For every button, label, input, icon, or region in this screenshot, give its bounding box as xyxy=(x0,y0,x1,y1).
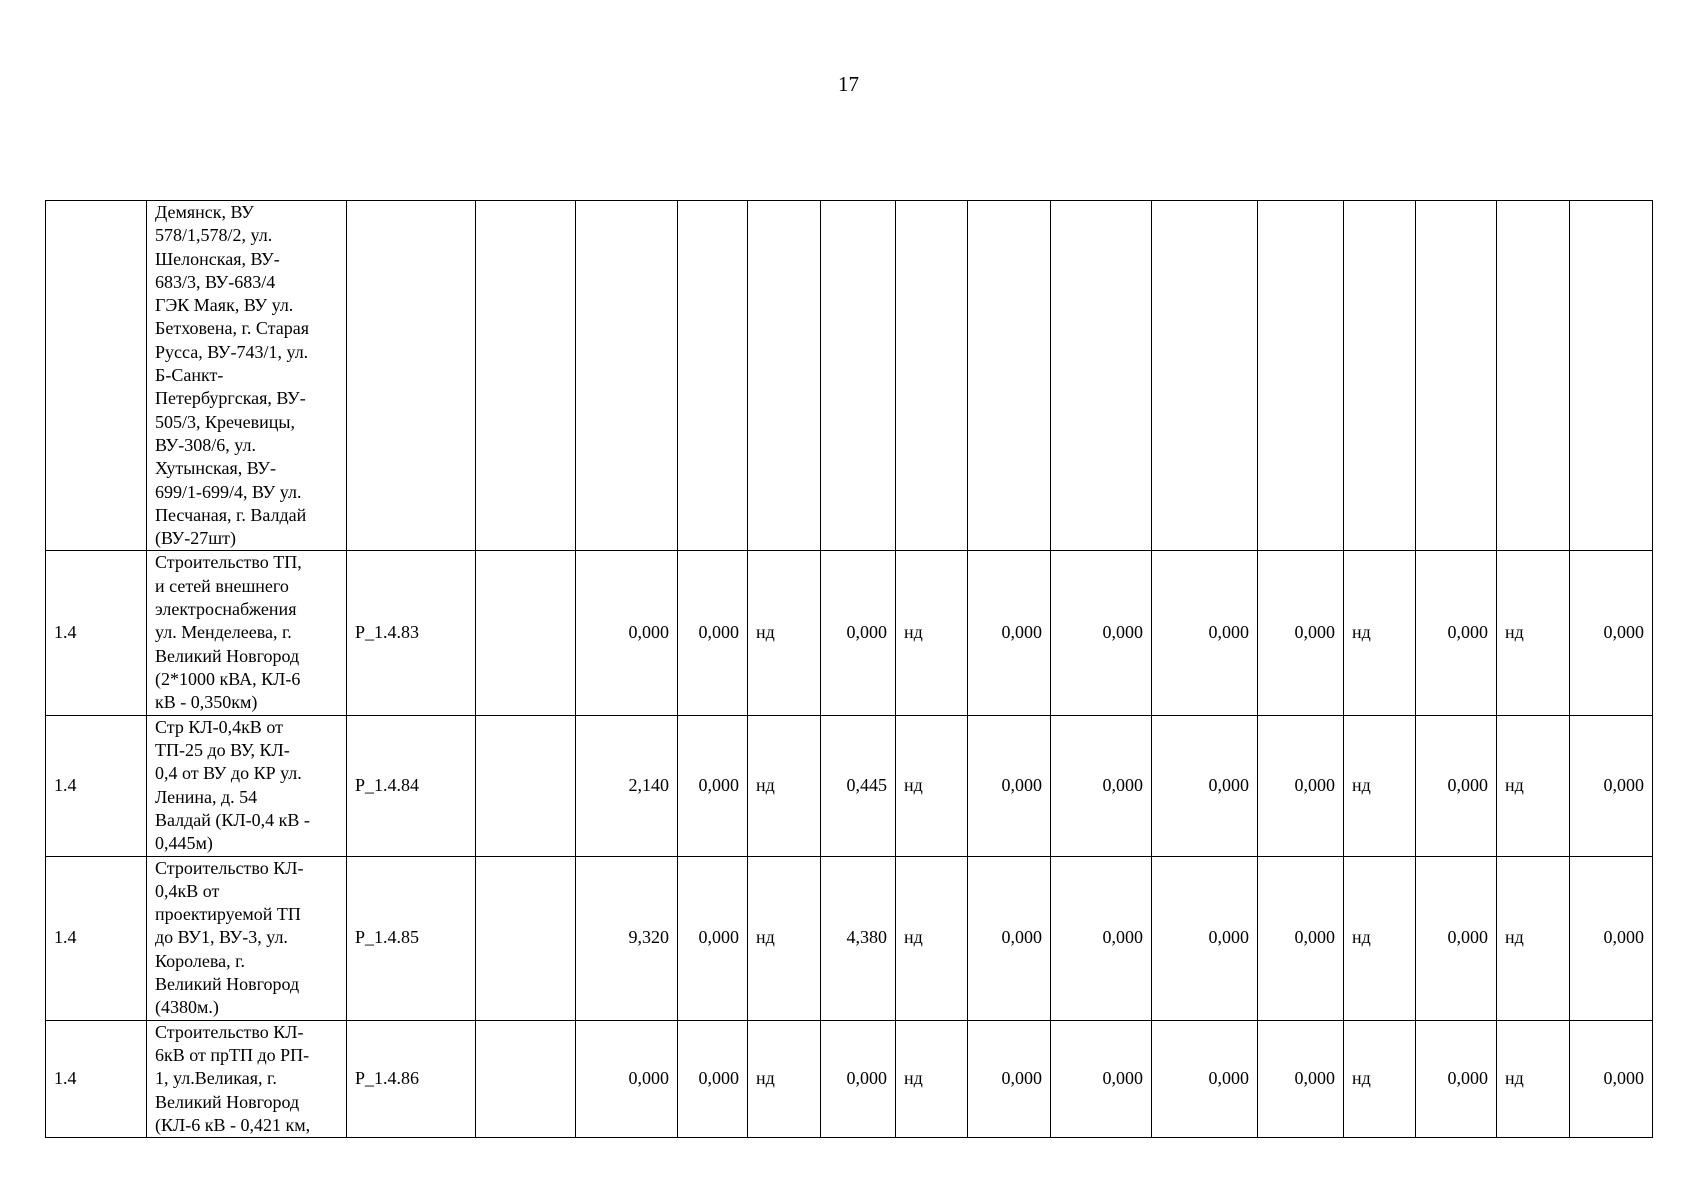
cell-col15-text: 0,000 xyxy=(1447,622,1488,643)
cell-col17 xyxy=(1570,201,1653,551)
cell-col7 xyxy=(748,551,821,715)
cell-col7 xyxy=(748,856,821,1020)
cell-col10-text: 0,000 xyxy=(1001,1068,1042,1089)
cell-col14-text: нд xyxy=(1352,927,1371,948)
cell-col14 xyxy=(1344,551,1416,715)
cell-col14-text: нд xyxy=(1352,774,1371,795)
cell-col7-text: нд xyxy=(756,1068,775,1089)
cell-col13-text: 0,000 xyxy=(1294,622,1335,643)
row-index-text: P_1.4.83 xyxy=(355,622,420,643)
cell-col6-text: 0,000 xyxy=(698,774,739,795)
cell-col4 xyxy=(476,201,576,551)
cell-col17-text: 0,000 xyxy=(1603,622,1644,643)
cell-col11 xyxy=(1051,1020,1152,1137)
cell-col12 xyxy=(1152,856,1258,1020)
cell-col8 xyxy=(821,1020,896,1137)
cell-col12-text: 0,000 xyxy=(1208,927,1249,948)
cell-col5-text: 2,140 xyxy=(628,774,669,795)
row-index xyxy=(347,201,476,551)
cell-col13 xyxy=(1258,715,1344,856)
cell-col10-text: 0,000 xyxy=(1001,927,1042,948)
cell-col15 xyxy=(1416,1020,1497,1137)
cell-col6 xyxy=(678,856,748,1020)
cell-col9-text: нд xyxy=(904,622,923,643)
cell-col7 xyxy=(748,1020,821,1137)
row-code xyxy=(46,856,147,1020)
cell-col5 xyxy=(576,715,678,856)
cell-col5 xyxy=(576,201,678,551)
cell-col8-text: 0,445 xyxy=(846,774,887,795)
row-name-text: Строительство КЛ- 6кВ от прТП до РП- 1, ул.Великая, г. Великий Новгород (КЛ-6 кВ - 0,421 км, xyxy=(155,1021,311,1135)
cell-col17 xyxy=(1570,715,1653,856)
cell-col15 xyxy=(1416,715,1497,856)
cell-col7 xyxy=(748,201,821,551)
cell-col13-text: 0,000 xyxy=(1294,774,1335,795)
cell-col6 xyxy=(678,201,748,551)
row-index xyxy=(347,551,476,715)
row-name xyxy=(147,715,347,856)
cell-col9 xyxy=(896,856,968,1020)
cell-col16 xyxy=(1497,856,1570,1020)
cell-col13-text: 0,000 xyxy=(1294,927,1335,948)
cell-col15-text: 0,000 xyxy=(1447,774,1488,795)
cell-col12 xyxy=(1152,551,1258,715)
cell-col10-text: 0,000 xyxy=(1001,774,1042,795)
cell-col10 xyxy=(968,856,1051,1020)
cell-col12 xyxy=(1152,201,1258,551)
cell-col4 xyxy=(476,856,576,1020)
cell-col7-text: нд xyxy=(756,622,775,643)
cell-col8 xyxy=(821,715,896,856)
row-name-text: Демянск, ВУ 578/1,578/2, ул. Шелонская, ВУ- 683/3, ВУ-683/4 ГЭК Маяк, ВУ ул. Бетховена, г. Старая Русса, ВУ-743/1, ул. Б-Санкт- Петербургская, ВУ- 505/3, Кречевицы, ВУ-308/6, ул. Хутынская, ВУ- 699/1-699/4, ВУ ул. Песчаная, г. Валдай (ВУ-27шт) xyxy=(155,202,309,549)
row-index xyxy=(347,715,476,856)
row-name xyxy=(147,1020,347,1137)
cell-col17-text: 0,000 xyxy=(1603,927,1644,948)
cell-col8-text: 4,380 xyxy=(846,927,887,948)
cell-col8-text: 0,000 xyxy=(846,1068,887,1089)
cell-col4 xyxy=(476,551,576,715)
cell-col12-text: 0,000 xyxy=(1208,1068,1249,1089)
row-index xyxy=(347,856,476,1020)
cell-col14-text: нд xyxy=(1352,1068,1371,1089)
cell-col11-text: 0,000 xyxy=(1102,1068,1143,1089)
cell-col6-text: 0,000 xyxy=(698,622,739,643)
cell-col7-text: нд xyxy=(756,927,775,948)
row-index-text: P_1.4.86 xyxy=(355,1068,420,1089)
table-row xyxy=(46,551,1653,715)
table-row xyxy=(46,1020,1653,1137)
row-index-text: P_1.4.84 xyxy=(355,774,420,795)
cell-col16-text: нд xyxy=(1505,927,1524,948)
cell-col9 xyxy=(896,201,968,551)
cell-col8-text: 0,000 xyxy=(846,622,887,643)
cell-col16 xyxy=(1497,715,1570,856)
cell-col12 xyxy=(1152,715,1258,856)
cell-col6-text: 0,000 xyxy=(698,1068,739,1089)
row-code xyxy=(46,551,147,715)
cell-col9-text: нд xyxy=(904,1068,923,1089)
cell-col17 xyxy=(1570,1020,1653,1137)
cell-col15 xyxy=(1416,551,1497,715)
cell-col13-text: 0,000 xyxy=(1294,1068,1335,1089)
cell-col16-text: нд xyxy=(1505,774,1524,795)
cell-col17 xyxy=(1570,551,1653,715)
cell-col10 xyxy=(968,201,1051,551)
cell-col15-text: 0,000 xyxy=(1447,1068,1488,1089)
table-row xyxy=(46,856,1653,1020)
cell-col8 xyxy=(821,856,896,1020)
cell-col6 xyxy=(678,551,748,715)
cell-col16 xyxy=(1497,201,1570,551)
cell-col4 xyxy=(476,1020,576,1137)
page-number: 17 xyxy=(838,72,859,96)
cell-col5-text: 0,000 xyxy=(628,622,669,643)
cell-col11 xyxy=(1051,201,1152,551)
row-index xyxy=(347,1020,476,1137)
cell-col9-text: нд xyxy=(904,927,923,948)
row-index-text: P_1.4.85 xyxy=(355,927,420,948)
cell-col8 xyxy=(821,551,896,715)
cell-col11 xyxy=(1051,551,1152,715)
row-code-text: 1.4 xyxy=(54,1068,77,1089)
cell-col14 xyxy=(1344,715,1416,856)
cell-col8 xyxy=(821,201,896,551)
cell-col17-text: 0,000 xyxy=(1603,774,1644,795)
row-code xyxy=(46,715,147,856)
cell-col16-text: нд xyxy=(1505,622,1524,643)
cell-col16 xyxy=(1497,551,1570,715)
cell-col17-text: 0,000 xyxy=(1603,1068,1644,1089)
cell-col15-text: 0,000 xyxy=(1447,927,1488,948)
cell-col10 xyxy=(968,551,1051,715)
cell-col6 xyxy=(678,715,748,856)
cell-col14 xyxy=(1344,201,1416,551)
cell-col14-text: нд xyxy=(1352,622,1371,643)
row-name xyxy=(147,856,347,1020)
cell-col11-text: 0,000 xyxy=(1102,622,1143,643)
cell-col5 xyxy=(576,551,678,715)
row-code-text: 1.4 xyxy=(54,774,77,795)
row-code xyxy=(46,1020,147,1137)
investment-table xyxy=(45,200,1653,1138)
table-row xyxy=(46,201,1653,551)
cell-col5-text: 0,000 xyxy=(628,1068,669,1089)
cell-col5-text: 9,320 xyxy=(628,927,669,948)
cell-col4 xyxy=(476,715,576,856)
cell-col6-text: 0,000 xyxy=(698,927,739,948)
row-code-text: 1.4 xyxy=(54,927,77,948)
cell-col11 xyxy=(1051,856,1152,1020)
cell-col12-text: 0,000 xyxy=(1208,774,1249,795)
cell-col6 xyxy=(678,1020,748,1137)
cell-col13 xyxy=(1258,201,1344,551)
cell-col10 xyxy=(968,1020,1051,1137)
cell-col15 xyxy=(1416,856,1497,1020)
cell-col9 xyxy=(896,551,968,715)
cell-col13 xyxy=(1258,856,1344,1020)
cell-col11-text: 0,000 xyxy=(1102,927,1143,948)
cell-col16-text: нд xyxy=(1505,1068,1524,1089)
cell-col7-text: нд xyxy=(756,774,775,795)
row-name xyxy=(147,551,347,715)
cell-col10 xyxy=(968,715,1051,856)
cell-col13 xyxy=(1258,1020,1344,1137)
cell-col12-text: 0,000 xyxy=(1208,622,1249,643)
cell-col9 xyxy=(896,1020,968,1137)
row-name-text: Строительство ТП, и сетей внешнего электроснабжения ул. Менделеева, г. Великий Новгород (2*1000 кВА, КЛ-6 кВ - 0,350км) xyxy=(155,552,302,713)
cell-col9 xyxy=(896,715,968,856)
row-code xyxy=(46,201,147,551)
cell-col11-text: 0,000 xyxy=(1102,774,1143,795)
cell-col5 xyxy=(576,856,678,1020)
row-name xyxy=(147,201,347,551)
cell-col7 xyxy=(748,715,821,856)
cell-col5 xyxy=(576,1020,678,1137)
table-row xyxy=(46,715,1653,856)
cell-col14 xyxy=(1344,1020,1416,1137)
cell-col12 xyxy=(1152,1020,1258,1137)
cell-col11 xyxy=(1051,715,1152,856)
cell-col10-text: 0,000 xyxy=(1001,622,1042,643)
cell-col15 xyxy=(1416,201,1497,551)
row-name-text: Строительство КЛ- 0,4кВ от проектируемой ТП до ВУ1, ВУ-3, ул. Королева, г. Великий Новгород (4380м.) xyxy=(155,857,304,1018)
row-name-text: Стр КЛ-0,4кВ от ТП-25 до ВУ, КЛ- 0,4 от ВУ до КР ул. Ленина, д. 54 Валдай (КЛ-0,4 кВ - 0,445м) xyxy=(155,716,310,854)
cell-col13 xyxy=(1258,551,1344,715)
cell-col14 xyxy=(1344,856,1416,1020)
row-code-text: 1.4 xyxy=(54,622,77,643)
cell-col9-text: нд xyxy=(904,774,923,795)
cell-col17 xyxy=(1570,856,1653,1020)
cell-col16 xyxy=(1497,1020,1570,1137)
